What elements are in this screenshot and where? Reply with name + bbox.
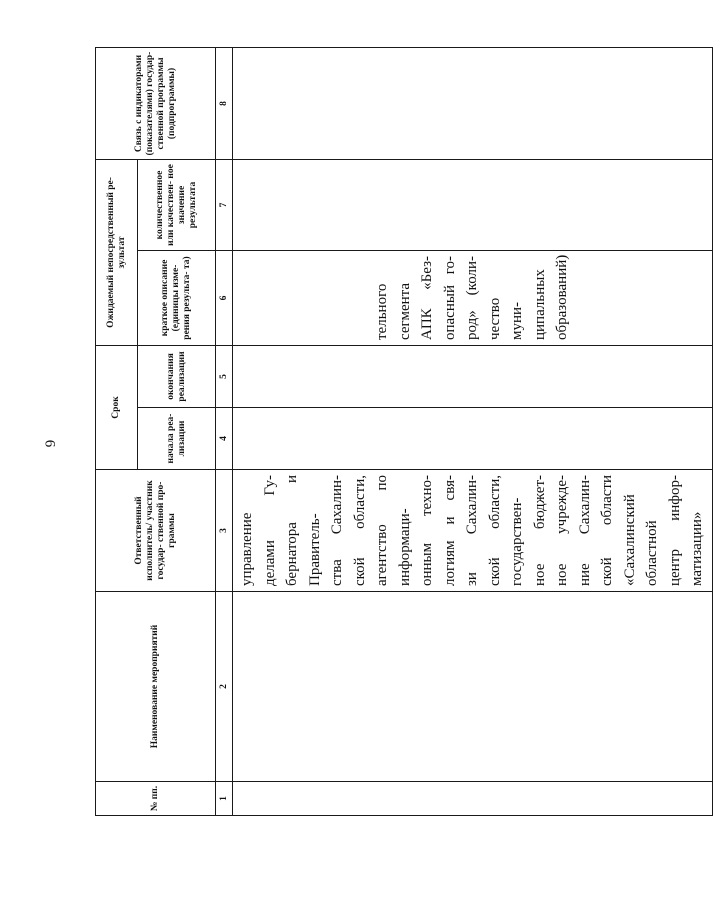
text-line: сегмента	[396, 282, 413, 340]
column-number: 7	[216, 160, 233, 251]
text-line: АПК «Без-	[419, 256, 435, 340]
cell-term-start	[233, 408, 713, 470]
column-number: 1	[216, 782, 233, 816]
text-line: государствен-	[509, 497, 525, 586]
text-line: матизации»	[689, 511, 705, 586]
cell-term-end	[233, 346, 713, 408]
text-line: центр инфор-	[666, 475, 683, 586]
text-line: бернатора и	[284, 475, 300, 586]
page-number: 6	[41, 439, 58, 447]
cell-result-brief	[233, 251, 713, 346]
cell-no	[233, 782, 713, 816]
header-term: Срок	[96, 346, 138, 470]
cell-executor	[233, 470, 713, 592]
text-line: зи Сахалин-	[464, 475, 480, 586]
text-line: ние Сахалин-	[576, 475, 593, 586]
column-number: 5	[216, 346, 233, 408]
text-line: ное бюджет-	[531, 475, 548, 586]
text-line: ской области	[599, 475, 615, 586]
column-number: 2	[216, 592, 233, 782]
column-number: 3	[216, 470, 233, 592]
column-number: 8	[216, 48, 233, 160]
activities-table	[95, 47, 713, 816]
text-line: онным техно-	[419, 475, 435, 586]
header-result-brief: краткое описание (единицы изме- рения результа- та)	[138, 251, 216, 346]
text-line: управление	[239, 512, 255, 586]
header-row-1	[96, 48, 138, 816]
text-line: информаци-	[396, 508, 413, 586]
cell-result-value	[233, 160, 713, 251]
header-result: Ожидаемый непосредственный ре- зультат	[96, 160, 138, 346]
cell-indicators	[233, 48, 713, 160]
text-line: ской области,	[351, 475, 368, 586]
header-executor: Ответственный исполнитель/ участник государ- ственной про- граммы	[96, 470, 216, 592]
text-line: ства Сахалин-	[329, 475, 345, 586]
text-line: областной	[644, 520, 660, 586]
column-number-row	[216, 48, 233, 816]
text-line: чество муни-	[486, 297, 525, 340]
rotated-table-page	[95, 48, 705, 816]
executor-text	[236, 475, 709, 586]
text-line: образований)	[554, 254, 570, 340]
text-line: «Сахалинский	[621, 494, 638, 586]
column-number: 6	[216, 251, 233, 346]
text-line: тельного	[374, 283, 390, 340]
header-event-name: Наименование мероприятий	[96, 592, 216, 782]
text-line: ципальных	[531, 269, 548, 340]
text-line: делами Гу-	[261, 475, 278, 586]
text-line: агентство по	[374, 475, 390, 586]
header-term-start: начала реа- лизации	[138, 408, 216, 470]
result-text	[371, 256, 574, 340]
cell-event-name	[233, 592, 713, 782]
header-no: № пп.	[96, 782, 216, 816]
text-line: логиям и свя-	[441, 475, 458, 586]
text-line: ской области,	[486, 475, 503, 586]
header-result-value: количественное или качествен- ное значение результата	[138, 160, 216, 251]
text-line: Правитель-	[306, 513, 323, 586]
text-line: опасный го-	[441, 256, 458, 340]
column-number: 4	[216, 408, 233, 470]
table-row	[233, 48, 713, 816]
text-line: ное учрежде-	[554, 475, 570, 586]
header-indicators: Связь с индикаторами (показателями) государ- ственной программы (подпрограммы)	[96, 48, 216, 160]
header-term-end: окончания реализации	[138, 346, 216, 408]
text-line: род» (коли-	[464, 256, 480, 340]
